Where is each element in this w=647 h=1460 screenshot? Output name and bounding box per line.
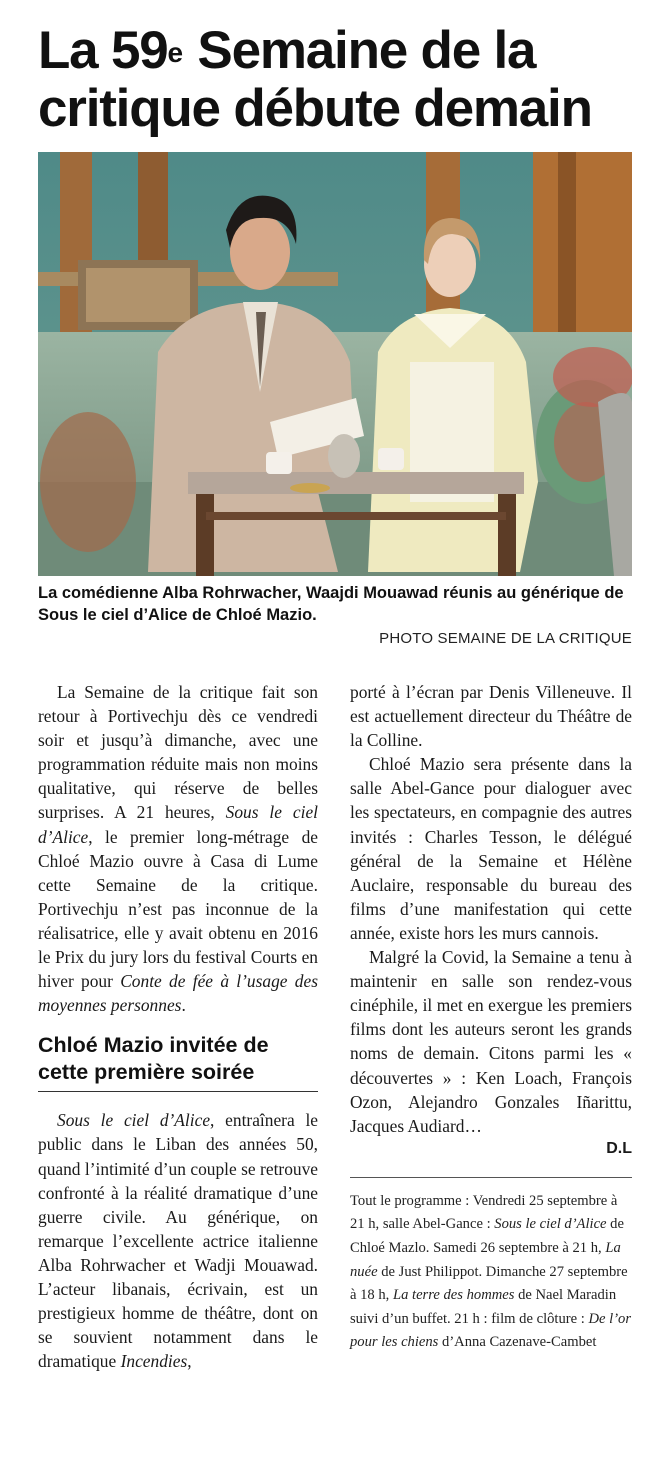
paragraph-2-text-a: , entraînera le public dans le Liban des années 50, quand l’intimité d’un couple se retrouve confronté à la réalité dramatique d’une guerre civile. Au générique, on remarque l’excellente actrice italienne Alba Rohrwacher et Wadji Mouawad. L’acteur libanais, écrivain, est un prestigieux homme de théâtre, dont on se souvient notamment dans le dramatique [38, 1110, 319, 1372]
article-column-right [350, 680, 632, 1355]
article-paragraph-3: Chloé Mazio sera présente dans la salle Abel-Gance pour dialoguer avec les spectateurs, en compagnie des autres invités : Charles Tesson, le délégué général de la Semaine et Hélène Auclaire, responsable du bureau des films d’une manifestation qui cette année, existe hors les murs cannois. [350, 754, 632, 943]
headline [38, 22, 638, 138]
film-title-sous-le-ciel: Sous le ciel d’Alice [38, 802, 318, 847]
film-title-conte-de-fee: Conte de fée à l’usage des moyennes personnes [38, 971, 318, 1016]
article-column-left [38, 680, 318, 1373]
programme-film-1: Sous le ciel d’Alice [494, 1216, 607, 1233]
film-still-illustration [38, 152, 632, 576]
paragraph-1-text-b: , le premier long-métrage de Chloé Mazio ouvre à Casa di Lume cette Semaine de la critique. Portivechju n’est pas inconnue de la réalisatrice, elle y avait obtenu en 2016 le Prix du jury lors du festival Courts en hiver pour [38, 826, 318, 992]
article-paragraph-2-continued [350, 680, 632, 752]
photo-caption: La comédienne Alba Rohrwacher, Waajdi Mouawad réunis au générique de Sous le ciel d’Alice de Chloé Mazio. [38, 584, 624, 624]
film-title-incendies: Incendies [120, 1351, 188, 1372]
headline-superscript: e [167, 37, 182, 68]
programme-text-e: d’Anna Cazenave-Cambet [438, 1334, 597, 1351]
photo-credit: PHOTO SEMAINE DE LA CRITIQUE [379, 630, 632, 647]
programme-text-c: de Just Philippot. Dimanche 27 septembre à 18 h, [350, 1263, 628, 1304]
headline-rest: Semaine de la critique débute demain [38, 21, 592, 138]
film-still-photo [38, 152, 632, 576]
author-signature: D.L [606, 1139, 632, 1157]
programme-divider [350, 1177, 632, 1178]
film-title-sous-le-ciel-2: Sous le ciel d’Alice [57, 1110, 211, 1131]
paragraph-2-comma: , [187, 1351, 192, 1372]
programme-film-3: La terre des hommes [392, 1287, 515, 1304]
programme-text-d: de Nael Maradin suivi d’un buffet. 21 h : film de clôture : [350, 1287, 617, 1327]
subheading: Chloé Mazio invitée de cette première soirée [38, 1032, 318, 1092]
article-paragraph-1 [38, 680, 318, 1017]
paragraph-1-text-c: . [181, 995, 186, 1016]
article-paragraph-4: Malgré la Covid, la Semaine a tenu à maintenir en salle son rendez-vous cinéphile, il met en exergue les premiers films dont les auteurs seront les grands noms de demain. Citons parmi les « découvertes » : Ken Loach, François Ozon, Alejandro Gonzales Iñarittu, Jacques Audiard… [350, 947, 632, 1136]
headline-prefix: La 59 [38, 21, 168, 80]
programme-text-a: Tout le programme : Vendredi 25 septembre à 21 h, salle Abel-Gance : [350, 1192, 618, 1233]
programme-film-4: De l’or pour les chiens [350, 1310, 632, 1351]
programme-text-b: de Chloé Mazlo. Samedi 26 septembre à 21 h, [350, 1216, 624, 1256]
paragraph-1-text-a: La Semaine de la critique fait son retour à Portivechju dès ce vendredi soir et jusqu’à dimanche, avec une programmation réduite mais non moins qualitative, qui réserve de belles surprises. A 21 heures, [38, 682, 318, 823]
article-paragraph-2 [38, 1108, 318, 1373]
programme-film-2: La nuée [350, 1239, 621, 1280]
paragraph-2-text-b: porté à l’écran par Denis Villeneuve. Il est actuellement directeur du Théâtre de la Colline. [350, 682, 632, 751]
programme-box [350, 1190, 632, 1355]
